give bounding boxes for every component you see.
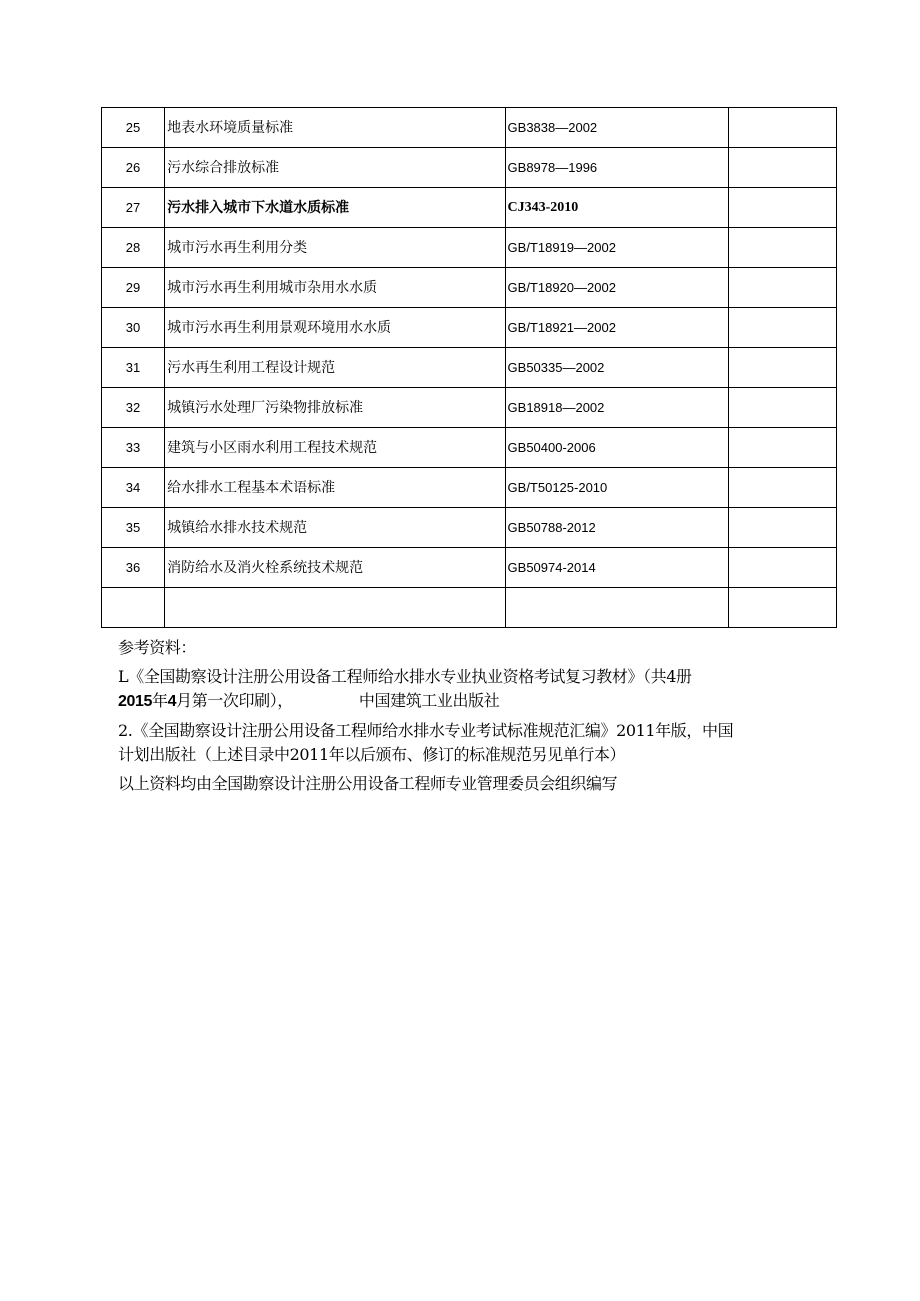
standard-code-cell: GB3838—2002 bbox=[505, 108, 728, 148]
row-number-cell: 34 bbox=[102, 468, 165, 508]
standard-name-cell: 城镇给水排水技术规范 bbox=[165, 508, 505, 548]
standard-code-cell: CJ343-2010 bbox=[505, 188, 728, 228]
standard-code-cell: GB50400-2006 bbox=[505, 428, 728, 468]
standard-name-cell: 污水综合排放标准 bbox=[165, 148, 505, 188]
row-number-cell: 26 bbox=[102, 148, 165, 188]
standard-name-cell: 城市污水再生利用景观环境用水水质 bbox=[165, 308, 505, 348]
standard-name-cell: 建筑与小区雨水利用工程技术规范 bbox=[165, 428, 505, 468]
standard-name-cell: 消防给水及消火栓系统技术规范 bbox=[165, 548, 505, 588]
remark-cell bbox=[728, 148, 836, 188]
reference-item-2-line-1: 2.《全国勘察设计注册公用设备工程师给水排水专业考试标准规范汇编》2011年版，中国 bbox=[118, 721, 734, 740]
remark-cell bbox=[728, 188, 836, 228]
row-number-cell: 27 bbox=[102, 188, 165, 228]
row-number-cell: 33 bbox=[102, 428, 165, 468]
standard-code-cell: GB18918—2002 bbox=[505, 388, 728, 428]
table-row bbox=[102, 188, 837, 228]
standard-name-cell: 城市污水再生利用分类 bbox=[165, 228, 505, 268]
row-number-cell: 36 bbox=[102, 548, 165, 588]
standard-code-cell: GB50974-2014 bbox=[505, 548, 728, 588]
remark-cell bbox=[728, 508, 836, 548]
standard-name-cell: 城市污水再生利用城市杂用水水质 bbox=[165, 268, 505, 308]
standard-name-cell: 污水排入城市下水道水质标准 bbox=[165, 188, 505, 228]
row-number-cell: 28 bbox=[102, 228, 165, 268]
row-number-cell: 29 bbox=[102, 268, 165, 308]
row-number-cell: 31 bbox=[102, 348, 165, 388]
standard-code-cell: GB8978—1996 bbox=[505, 148, 728, 188]
standard-name-cell: 污水再生利用工程设计规范 bbox=[165, 348, 505, 388]
reference-item-2 bbox=[118, 719, 838, 767]
table-row bbox=[102, 308, 837, 348]
standard-name-cell: 地表水环境质量标准 bbox=[165, 108, 505, 148]
standard-name-cell bbox=[165, 588, 505, 628]
table-row bbox=[102, 428, 837, 468]
standard-code-cell: GB50788-2012 bbox=[505, 508, 728, 548]
print-year: 2015 bbox=[118, 693, 152, 710]
table-row bbox=[102, 148, 837, 188]
table-row bbox=[102, 348, 837, 388]
references-section bbox=[118, 636, 838, 796]
remark-cell bbox=[728, 268, 836, 308]
standard-code-cell: GB/T18919—2002 bbox=[505, 228, 728, 268]
table-row bbox=[102, 268, 837, 308]
table-row bbox=[102, 508, 837, 548]
print-month-suffix: 月第一次印刷）， bbox=[176, 691, 293, 710]
table-row bbox=[102, 108, 837, 148]
row-number-cell: 25 bbox=[102, 108, 165, 148]
references-note: 以上资料均由全国勘察设计注册公用设备工程师专业管理委员会组织编写 bbox=[118, 774, 618, 793]
standard-code-cell: GB/T18920—2002 bbox=[505, 268, 728, 308]
row-number-cell bbox=[102, 588, 165, 628]
remark-cell bbox=[728, 308, 836, 348]
remark-cell bbox=[728, 548, 836, 588]
table-row bbox=[102, 228, 837, 268]
standard-code-cell bbox=[505, 588, 728, 628]
standard-name-cell: 城镇污水处理厂污染物排放标准 bbox=[165, 388, 505, 428]
publisher-name: 中国建筑工业出版社 bbox=[358, 691, 500, 710]
remark-cell bbox=[728, 108, 836, 148]
standard-code-cell: GB/T50125-2010 bbox=[505, 468, 728, 508]
reference-item-1-line-1: L《全国勘察设计注册公用设备工程师给水排水专业执业资格考试复习教材》（共4册 bbox=[118, 667, 692, 686]
remark-cell bbox=[728, 468, 836, 508]
row-number-cell: 35 bbox=[102, 508, 165, 548]
reference-item-1 bbox=[118, 665, 838, 714]
remark-cell bbox=[728, 428, 836, 468]
table-row bbox=[102, 588, 837, 628]
remark-cell bbox=[728, 228, 836, 268]
table-row bbox=[102, 388, 837, 428]
reference-item-2-line-2: 计划出版社（上述目录中2011年以后颁布、修订的标准规范另见单行本） bbox=[118, 745, 626, 764]
reference-item-1-line-2 bbox=[118, 689, 838, 714]
row-number-cell: 32 bbox=[102, 388, 165, 428]
print-month: 4 bbox=[167, 693, 177, 710]
remark-cell bbox=[728, 388, 836, 428]
table-row bbox=[102, 468, 837, 508]
remark-cell bbox=[728, 348, 836, 388]
standard-code-cell: GB50335—2002 bbox=[505, 348, 728, 388]
remark-cell bbox=[728, 588, 836, 628]
references-heading: 参考资料： bbox=[118, 638, 197, 657]
row-number-cell: 30 bbox=[102, 308, 165, 348]
table-row bbox=[102, 548, 837, 588]
print-year-suffix: 年 bbox=[152, 691, 168, 710]
standards-table bbox=[101, 107, 837, 628]
standard-name-cell: 给水排水工程基本术语标准 bbox=[165, 468, 505, 508]
standard-code-cell: GB/T18921—2002 bbox=[505, 308, 728, 348]
standards-table-body bbox=[102, 108, 837, 628]
